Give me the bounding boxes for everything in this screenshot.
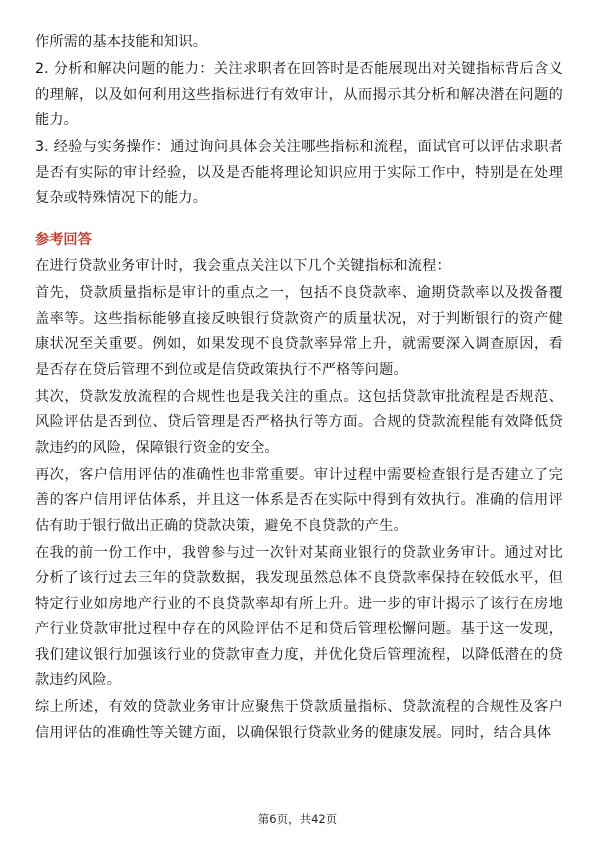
document-body — [35, 30, 563, 748]
page-number-footer: 第6页，共42页 — [257, 812, 338, 826]
intro-paragraph-2: 2. 分析和解决问题的能力：关注求职者在回答时是否能展现出对关键指标背后含义的理解，以及如何利用这些指标进行有效审计，从而揭示其分析和解决潜在问题的能力。 — [35, 61, 563, 128]
answer-heading: 参考回答 — [35, 231, 92, 248]
intro-paragraph-3: 3. 经验与实务操作：通过询问具体会关注哪些指标和流程，面试官可以评估求职者是否有实际的审计经验，以及是否能将理论知识应用于实际工作中，特别是在处理复杂或特殊情况下的能力。 — [35, 139, 563, 206]
answer-paragraph-6: 综上所述，有效的贷款业务审计应聚焦于贷款质量指标、贷款流程的合规性及客户信用评估的准确性等关键方面，以确保银行贷款业务的健康发展。同时，结合具体 — [35, 699, 563, 741]
answer-paragraph-5: 在我的前一份工作中，我曾参与过一次针对某商业银行的贷款业务审计。通过对比分析了该行过去三年的贷款数据，我发现虽然总体不良贷款率保持在较低水平，但特定行业如房地产行业的不良贷款率却有所上升。进一步的审计揭示了该行在房地产行业贷款审批过程中存在的风险评估不足和贷后管理松懈问题。基于这一发现，我们建议银行加强该行业的贷款审查力度，并优化贷后管理流程，以降低潜在的贷款违约风险。 — [35, 544, 563, 688]
answer-paragraph-4: 再次，客户信用评估的准确性也非常重要。审计过程中需要检查银行是否建立了完善的客户信用评估体系，并且这一体系是否在实际中得到有效执行。准确的信用评估有助于银行做出正确的贷款决策，避免不良贷款的产生。 — [35, 466, 563, 534]
answer-paragraph-2: 首先，贷款质量指标是审计的重点之一，包括不良贷款率、逾期贷款率以及拨备覆盖率等。这些指标能够直接反映银行贷款资产的质量状况，对于判断银行的资产健康状况至关重要。例如，如果发现不良贷款率异常上升，就需要深入调查原因，看是否存在贷后管理不到位或是信贷政策执行不严格等问题。 — [35, 285, 563, 378]
answer-paragraph-1: 在进行贷款业务审计时，我会重点关注以下几个关键指标和流程： — [35, 258, 451, 274]
intro-paragraph-1: 作所需的基本技能和知识。 — [35, 34, 208, 50]
answer-paragraph-3: 其次，贷款发放流程的合规性也是我关注的重点。这包括贷款审批流程是否规范、风险评估是否到位、贷后管理是否严格执行等方面。合规的贷款流程能有效降低贷款违约的风险，保障银行资金的安全。 — [35, 388, 563, 456]
